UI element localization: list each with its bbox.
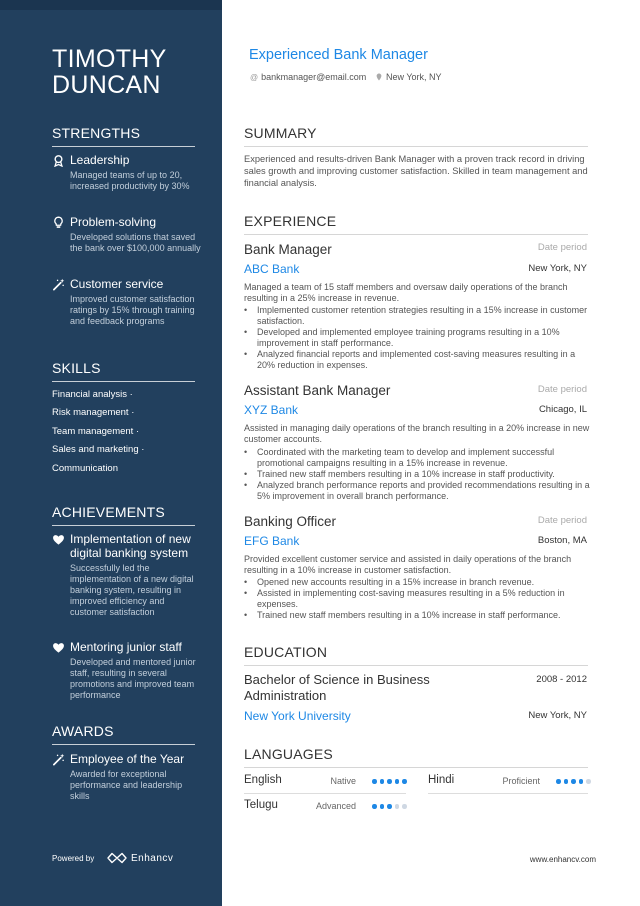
footer-url[interactable]: www.enhancv.com <box>529 855 596 864</box>
sidebar <box>0 0 222 906</box>
achievements-rule <box>52 525 195 526</box>
proficiency-dot-filled <box>372 779 377 784</box>
languages-title: LANGUAGES <box>244 746 333 762</box>
language-dots <box>372 804 407 809</box>
strength-title: Customer service <box>70 277 164 291</box>
job-location: New York, NY <box>528 263 587 274</box>
achievement-desc: Successfully led the implementation of a new digital banking system, resulting in improved efficiency and customer satisfaction <box>70 563 194 617</box>
education-date: 2008 - 2012 <box>536 674 587 685</box>
proficiency-dot-filled <box>395 779 400 784</box>
summary-text: Experienced and results-driven Bank Manager with a proven track record in driving sales growth and improving customer satisfaction. Skilled in team management and financial analysis. <box>244 154 588 188</box>
at-icon: @ <box>250 73 259 82</box>
heart-icon <box>52 533 65 546</box>
proficiency-dot-empty <box>395 804 400 809</box>
strengths-title: STRENGTHS <box>52 125 141 141</box>
proficiency-dot-empty <box>402 804 407 809</box>
proficiency-dot-filled <box>380 779 385 784</box>
strength-title: Leadership <box>70 153 130 167</box>
skills-title: SKILLS <box>52 360 101 376</box>
job-date: Date period <box>537 242 587 253</box>
magic-wand-icon <box>52 278 65 291</box>
proficiency-dot-filled <box>387 779 392 784</box>
strength-desc: Improved customer satisfaction ratings by 15% through training and feedback programs <box>70 294 195 326</box>
proficiency-dot-filled <box>579 779 584 784</box>
skill-item: Sales and marketing · <box>52 444 145 455</box>
name-last: DUNCAN <box>52 71 161 99</box>
job-title: Banking Officer <box>244 514 337 529</box>
email-text: bankmanager@email.com <box>261 72 367 82</box>
job-bullet: • Analyzed financial reports and implemented cost-saving measures resulting in a 20% reduction in expenses. <box>244 349 590 371</box>
skill-item: Financial analysis · <box>52 389 133 400</box>
strength-title: Problem-solving <box>70 215 157 229</box>
summary-title: SUMMARY <box>244 125 317 141</box>
proficiency-dot-filled <box>556 779 561 784</box>
language-dots <box>372 779 407 784</box>
job-location: Chicago, IL <box>538 404 587 415</box>
award-title: Employee of the Year <box>70 752 185 766</box>
name-first: TIMOTHY <box>52 45 167 73</box>
achievement-item <box>52 532 202 618</box>
award-icon <box>52 154 65 167</box>
job-date: Date period <box>537 515 587 526</box>
proficiency-dot-filled <box>372 804 377 809</box>
education-location: New York, NY <box>528 710 587 721</box>
experience-title: EXPERIENCE <box>244 213 337 229</box>
achievement-item <box>52 640 202 701</box>
enhancv-brand: Enhancv <box>131 853 174 864</box>
pin-icon <box>376 73 382 81</box>
strength-desc: Managed teams of up to 20, increased productivity by 30% <box>70 170 190 191</box>
language-level: Proficient <box>502 776 540 786</box>
sidebar-top-bar <box>0 0 222 10</box>
proficiency-dot-filled <box>402 779 407 784</box>
job-bullet: • Trained new staff members resulting in a 10% increase in staff performance. <box>244 610 590 621</box>
achievement-desc: Developed and mentored junior staff, resulting in several promotions and improved team performance <box>70 657 196 700</box>
job-description: Assisted in managing daily operations of the branch resulting in a 20% increase in new customer accounts. <box>244 423 590 444</box>
job-title: Bank Manager <box>244 242 332 257</box>
job-date: Date period <box>537 384 587 395</box>
achievements-title: ACHIEVEMENTS <box>52 504 165 520</box>
job-bullet: • Trained new staff members resulting in a 10% increase in staff productivity. <box>244 469 590 480</box>
job-location: Boston, MA <box>537 535 587 546</box>
strength-item <box>52 277 202 327</box>
job-description: Managed a team of 15 staff members and oversaw daily operations of the branch resulting in a 25% increase in revenue. <box>244 282 568 303</box>
proficiency-dot-filled <box>564 779 569 784</box>
proficiency-dot-filled <box>387 804 392 809</box>
location-text: New York, NY <box>386 72 442 82</box>
skill-item: Risk management · <box>52 407 135 418</box>
job-bullet: • Developed and implemented employee training programs resulting in a 10% improvement in staff performance. <box>244 327 590 349</box>
language-name: Hindi <box>428 774 455 786</box>
language-name: English <box>244 774 282 786</box>
award-desc: Awarded for exceptional performance and leadership skills <box>70 769 183 801</box>
job-bullet: • Assisted in implementing cost-saving measures resulting in a 5% reduction in expenses. <box>244 588 590 610</box>
summary-rule <box>244 146 588 147</box>
skill-item: Team management · <box>52 426 140 437</box>
contact-location <box>376 72 442 82</box>
language-name: Telugu <box>244 799 278 811</box>
strength-item <box>52 153 202 192</box>
languages-rule <box>244 767 588 768</box>
job-company: XYZ Bank <box>244 403 299 417</box>
skills-rule <box>52 381 195 382</box>
language-level: Advanced <box>315 801 356 811</box>
award-item <box>52 752 202 802</box>
education-rule <box>244 665 588 666</box>
proficiency-dot-filled <box>571 779 576 784</box>
headline: Experienced Bank Manager <box>249 47 428 63</box>
job-bullet: • Analyzed branch performance reports and provided recommendations resulting in a 5% improvement in overall branch performance. <box>244 480 590 502</box>
magic-wand-icon <box>52 753 65 766</box>
enhancv-logo-icon <box>106 851 128 865</box>
education-title: EDUCATION <box>244 644 328 660</box>
language-level: Native <box>330 776 356 786</box>
job-description: Provided excellent customer service and assisted in daily operations of the branch resulting in a 10% increase in customer satisfaction. <box>244 554 572 575</box>
heart-icon <box>52 641 65 654</box>
powered-by-label: Powered by <box>52 854 95 863</box>
job-title: Assistant Bank Manager <box>244 383 391 398</box>
proficiency-dot-empty <box>586 779 591 784</box>
contact-email[interactable] <box>250 72 366 82</box>
job-bullets <box>244 305 590 371</box>
strength-desc: Developed solutions that saved the bank over $100,000 annually <box>70 232 201 253</box>
job-bullet: • Implemented customer retention strategies resulting in a 15% increase in customer satisfaction. <box>244 305 590 327</box>
candidate-name <box>52 46 167 98</box>
proficiency-dot-filled <box>380 804 385 809</box>
awards-title: AWARDS <box>52 723 114 739</box>
lightbulb-icon <box>52 216 65 229</box>
education-school: New York University <box>244 709 351 723</box>
skill-item: Communication <box>52 463 118 474</box>
achievement-title: Mentoring junior staff <box>70 640 182 654</box>
strengths-rule <box>52 146 195 147</box>
job-bullet: • Opened new accounts resulting in a 15% increase in branch revenue. <box>244 577 590 588</box>
job-bullets <box>244 447 590 502</box>
language-rule <box>428 793 588 794</box>
job-company: ABC Bank <box>244 262 300 276</box>
strength-item <box>52 215 202 254</box>
achievement-title: Implementation of new digital banking system <box>70 532 191 560</box>
job-bullets <box>244 577 590 621</box>
job-company: EFG Bank <box>244 534 300 548</box>
awards-rule <box>52 744 195 745</box>
experience-rule <box>244 234 588 235</box>
education-degree: Bachelor of Science in Business Administration <box>244 672 430 703</box>
job-bullet: • Coordinated with the marketing team to develop and implement successful promotional campaigns resulting in a 15% increase in revenue. <box>244 447 590 469</box>
language-dots <box>556 779 591 784</box>
language-rule <box>244 793 406 794</box>
